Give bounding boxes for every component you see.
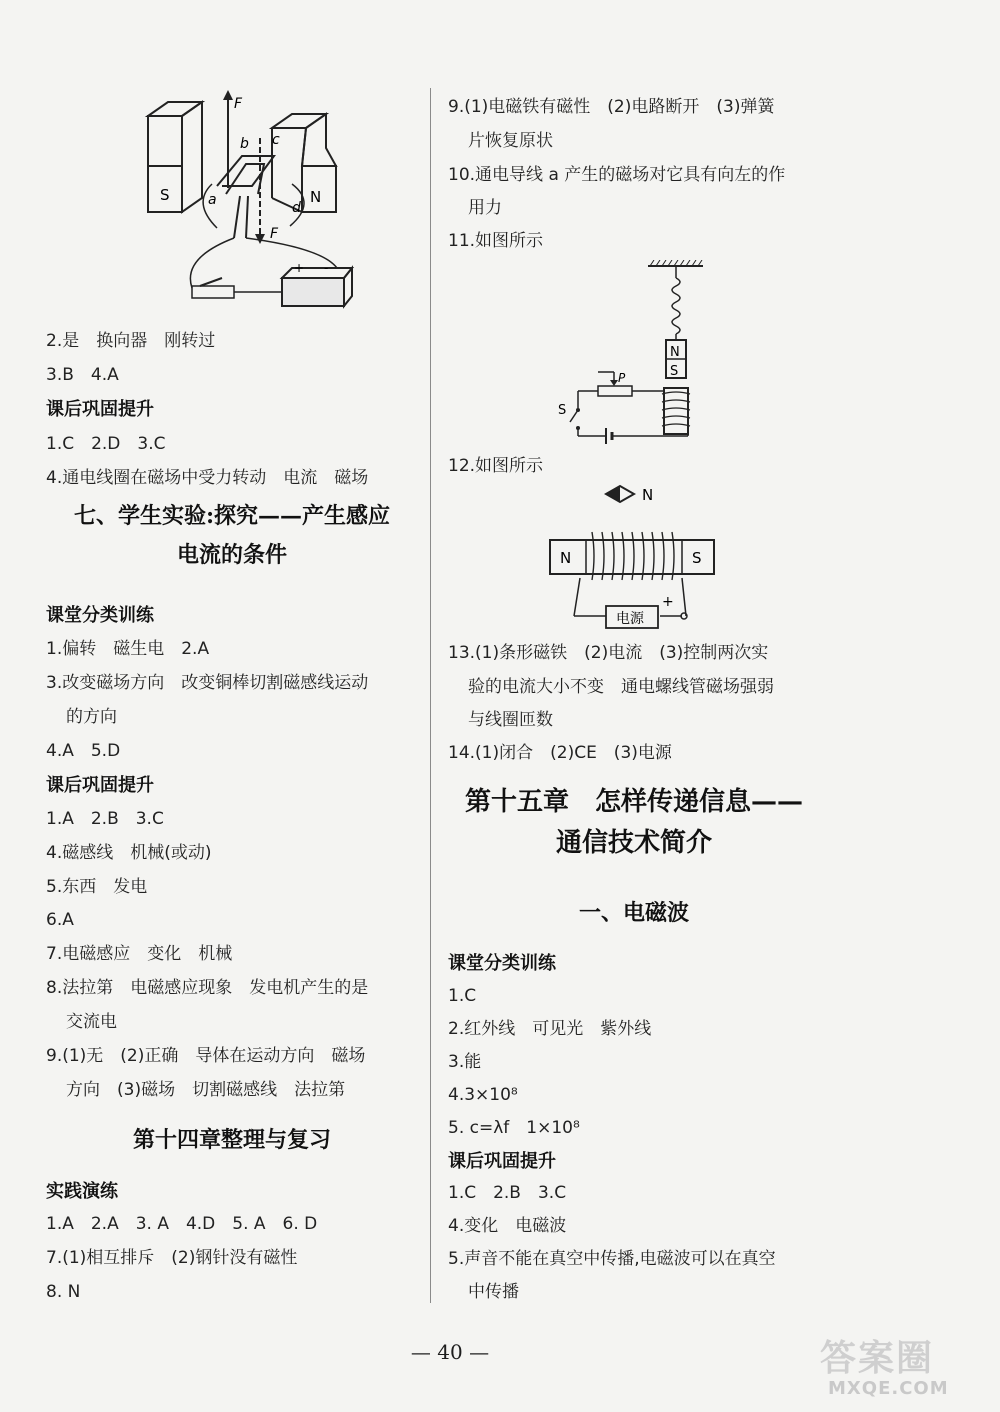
answer-line: 用力 <box>468 198 502 218</box>
magnet-s-label: S <box>160 186 170 204</box>
core-s-label: S <box>692 549 702 567</box>
answer-line: 3.B 4.A <box>46 365 119 385</box>
rheostat-p-label: P <box>618 371 626 385</box>
battery-minus-label: - <box>324 261 329 275</box>
switch-label: S <box>558 403 567 418</box>
answer-line: 1.A 2.A 3. A 4.D 5. A 6. D <box>46 1214 318 1234</box>
answer-line: 与线圈匝数 <box>468 710 553 730</box>
answer-line: 11.如图所示 <box>448 231 544 251</box>
answer-line: 10.通电导线 a 产生的磁场对它具有向左的作 <box>448 165 786 185</box>
answer-line: 3.能 <box>448 1052 482 1072</box>
answer-line: 4.A 5.D <box>46 741 121 761</box>
answer-line: 1.偏转 磁生电 2.A <box>46 639 210 659</box>
subheading: 课后巩固提升 <box>46 775 154 796</box>
side-c-label: c <box>272 132 280 148</box>
answer-line: 2.红外线 可见光 紫外线 <box>448 1019 652 1039</box>
answer-line: 4.磁感线 机械(或动) <box>46 843 212 863</box>
answer-line: 5.声音不能在真空中传播,电磁波可以在真空 <box>448 1249 776 1269</box>
answer-line: 方向 (3)磁场 切割磁感线 法拉第 <box>66 1080 346 1100</box>
force-top-label: F <box>234 96 243 112</box>
motor-diagram <box>142 88 382 313</box>
answer-line: 5.东西 发电 <box>46 877 148 897</box>
magnet-s-label: S <box>670 364 679 379</box>
answer-line: 2.是 换向器 刚转过 <box>46 331 216 351</box>
magnet-n-label: N <box>310 188 322 206</box>
section-title: 七、学生实验:探究——产生感应 <box>73 503 391 529</box>
answer-line: 4.3×10⁸ <box>448 1085 518 1105</box>
answer-line: 6.A <box>46 910 74 930</box>
answer-line: 13.(1)条形磁铁 (2)电流 (3)控制两次实 <box>448 643 769 663</box>
subheading: 实践演练 <box>46 1181 118 1202</box>
power-source-label: 电源 <box>616 611 644 627</box>
section-title: 电流的条件 <box>176 542 287 568</box>
answer-line: 8. N <box>46 1282 81 1302</box>
chapter-title: 第十五章 怎样传递信息—— <box>464 787 803 817</box>
force-bottom-label: F <box>270 226 279 242</box>
subheading: 课后巩固提升 <box>46 399 154 420</box>
source-plus-label: + <box>662 594 674 610</box>
answer-line: 9.(1)电磁铁有磁性 (2)电路断开 (3)弹簧 <box>448 97 775 117</box>
answer-line: 1.C 2.D 3.C <box>46 434 166 454</box>
side-a-label: a <box>208 192 217 208</box>
watermark-text: 答案圈 <box>820 1338 935 1379</box>
answer-line: 4.通电线圈在磁场中受力转动 电流 磁场 <box>46 468 369 488</box>
answer-line: 验的电流大小不变 通电螺线管磁场强弱 <box>468 677 774 697</box>
watermark-logo <box>820 1330 995 1405</box>
section-title: 一、电磁波 <box>578 900 689 926</box>
answer-line: 交流电 <box>66 1012 117 1032</box>
answer-line: 8.法拉第 电磁感应现象 发电机产生的是 <box>46 978 369 998</box>
answer-line: 9.(1)无 (2)正确 导体在运动方向 磁场 <box>46 1046 366 1066</box>
subheading: 课后巩固提升 <box>448 1151 556 1172</box>
battery-plus-label: + <box>294 261 305 275</box>
chapter-title: 通信技术简介 <box>555 828 712 858</box>
subheading: 课堂分类训练 <box>46 605 154 626</box>
answer-line: 1.A 2.B 3.C <box>46 809 164 829</box>
answer-line: 1.C <box>448 986 477 1006</box>
side-b-label: b <box>240 136 249 152</box>
answer-line: 的方向 <box>66 707 117 727</box>
solenoid-diagram <box>546 482 718 632</box>
compass-n-label: N <box>642 486 654 504</box>
side-d-label: d <box>292 200 301 216</box>
watermark-url: MXQE.COM <box>828 1378 949 1399</box>
subheading: 课堂分类训练 <box>448 953 556 974</box>
answer-line: 1.C 2.B 3.C <box>448 1183 567 1203</box>
column-divider <box>430 88 431 1303</box>
page-number: — 40 — <box>410 1340 490 1364</box>
answer-line: 3.改变磁场方向 改变铜棒切割磁感线运动 <box>46 673 369 693</box>
answer-line: 4.变化 电磁波 <box>448 1216 567 1236</box>
answer-line: 7.电磁感应 变化 机械 <box>46 944 233 964</box>
answer-line: 片恢复原状 <box>468 131 553 151</box>
answer-line: 7.(1)相互排斥 (2)钢针没有磁性 <box>46 1248 298 1268</box>
answer-line: 12.如图所示 <box>448 456 544 476</box>
answer-line: 5. c=λf 1×10⁸ <box>448 1118 580 1138</box>
core-n-label: N <box>560 549 572 567</box>
answer-line: 中传播 <box>468 1282 519 1302</box>
section-title: 第十四章整理与复习 <box>132 1127 331 1153</box>
magnet-n-label: N <box>670 345 680 360</box>
electromagnet-spring-diagram <box>558 260 708 445</box>
answer-line: 14.(1)闭合 (2)CE (3)电源 <box>448 743 672 763</box>
